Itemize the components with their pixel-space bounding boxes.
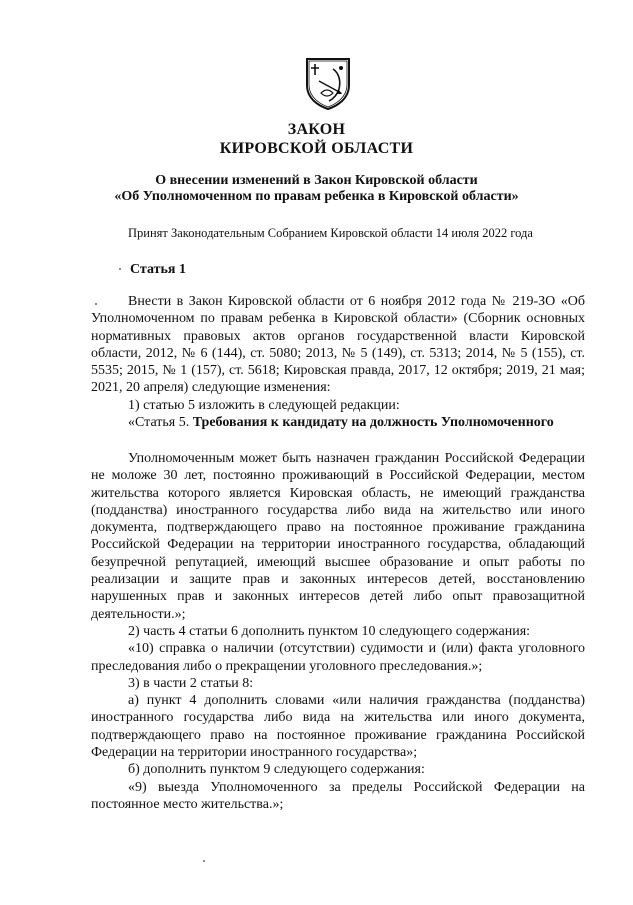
paragraph-item-2: 2) часть 4 статьи 6 дополнить пунктом 10 следующего содержания:: [128, 623, 531, 639]
paragraph-subitem-b: б) дополнить пунктом 9 следующего содержания:: [128, 762, 425, 778]
article-body-part2: [91, 450, 585, 813]
paragraph-subitem-a: а) пункт 4 дополнить словами «или наличия гражданства (подданства) иностранного государства либо вида на жительства или иного документа, подтверждающего право на постоянное проживание гражданина Российской Федерации на территории иностранного государства»;: [91, 693, 585, 761]
article5-heading: Требования к кандидату на должность Уполномоченного: [192, 415, 554, 431]
paragraph-requirements: Уполномоченным может быть назначен гражданин Российской Федерации не моложе 30 лет, постоянно проживающий в Российской Федерации, местом жительства которого является Кировская область, не имеющий гражданства (подданства) иностранного государства либо вида на жительство или иного документа, подтверждающего право на постоянное проживание гражданина Российской Федерации на территории иностранного государства, обладающий безупречной репутацией, имеющий высшее образование и опыт работы по реализации и защите прав и законных интересов детей, восстановлению нарушенных прав и законных интересов детей либо опыт правозащитной деятельности.»;: [91, 451, 585, 622]
paragraph-point-9: «9) выезда Уполномоченного за пределы Российской Федерации на постоянное место жительства.»;: [91, 779, 585, 812]
paragraph-item-1: 1) статью 5 изложить в следующей редакции:: [128, 397, 400, 413]
document-title-line1: ЗАКОН: [287, 121, 346, 138]
adoption-note: Принят Законодательным Собранием Кировской области 14 июля 2022 года: [128, 226, 533, 240]
article-heading: Статья 1: [130, 262, 186, 277]
coat-of-arms-icon: [303, 55, 353, 111]
document-subtitle-line2: «Об Уполномоченном по правам ребенка в Кировской области»: [114, 189, 519, 204]
document-title-line2: КИРОВСКОЙ ОБЛАСТИ: [219, 140, 414, 157]
article-body-part1: [91, 293, 585, 431]
scan-speck: [95, 303, 97, 305]
article5-prefix: «Статья 5.: [128, 415, 193, 431]
scan-speck: [119, 268, 121, 270]
document-subtitle-line1: О внесении изменений в Закон Кировской области: [155, 173, 478, 188]
paragraph-amendment-intro: Внести в Закон Кировской области от 6 ноября 2012 года № 219-ЗО «Об Уполномоченном по правам ребенка в Кировской области» (Сборник основных нормативных правовых актов органов государственной власти Кировской области, 2012, № 6 (144), ст. 5080; 2013, № 5 (149), ст. 5313; 2014, № 5 (155), ст. 5535; 2015, № 1 (157), ст. 5618; Кировская правда, 2017, 12 октября; 2019, 21 мая; 2021, 20 апреля) следующие изменения:: [91, 294, 585, 396]
paragraph-point-10: «10) справка о наличии (отсутствии) судимости и (или) факта уголовного преследования либо о прекращении уголовного преследования.»;: [91, 641, 585, 674]
paragraph-article5-title: [91, 414, 585, 431]
paragraph-item-3: 3) в части 2 статьи 8:: [128, 675, 254, 691]
scan-speck: [203, 860, 205, 862]
